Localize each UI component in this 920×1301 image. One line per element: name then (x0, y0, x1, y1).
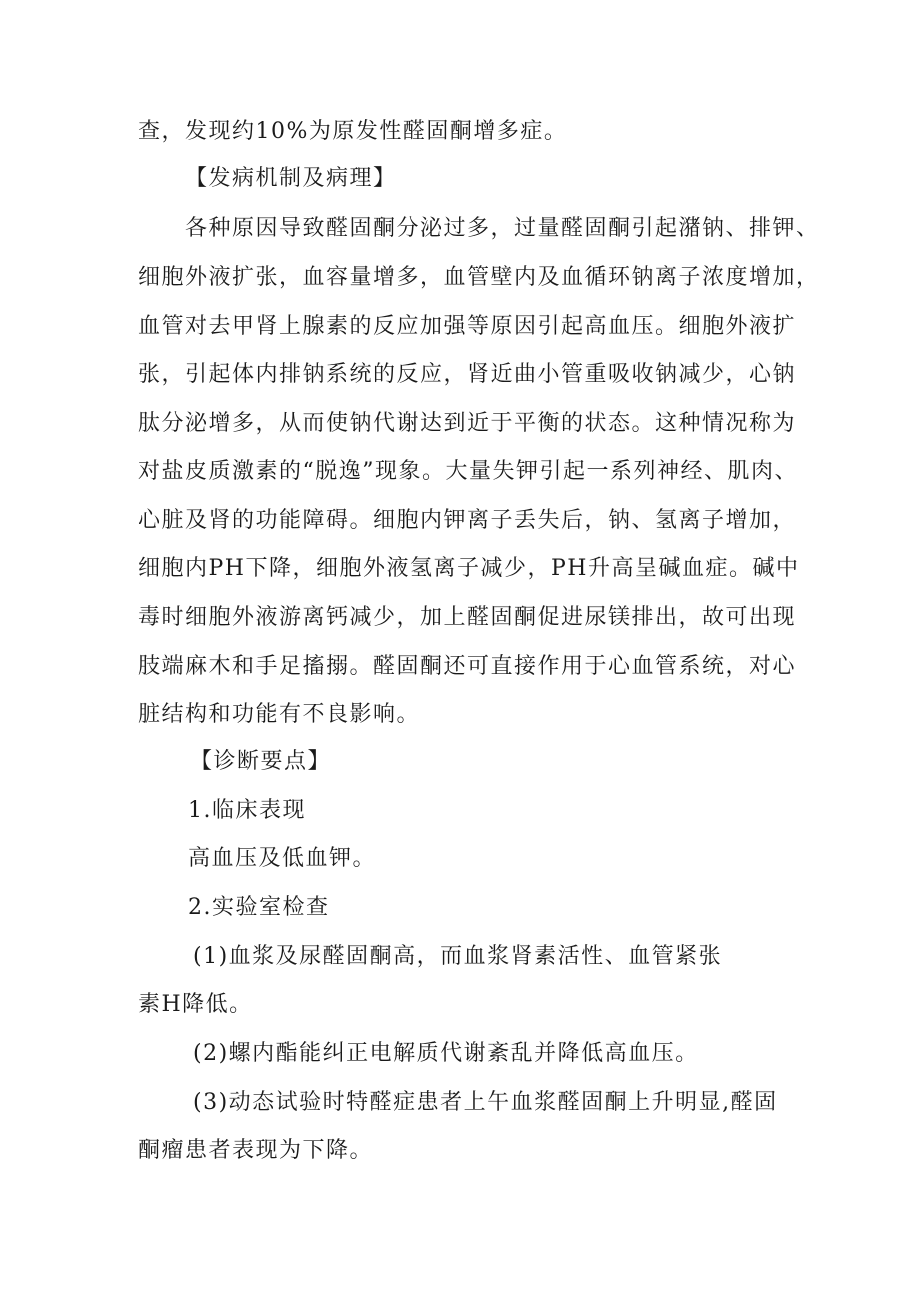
section-heading-diagnosis: 【诊断要点】 (190, 749, 332, 774)
item-heading-lab: 2.实验室检查 (188, 895, 330, 920)
lab-item-1-continued: 素H降低。 (138, 992, 253, 1017)
item-heading-clinical: 1.临床表现 (188, 798, 306, 823)
paragraph-line-1: 查，发现约10%为原发性醛固酮增多症。 (138, 119, 568, 144)
paragraph-line-5: 血管对去甲肾上腺素的反应加强等原因引起高血压。细胞外液扩 (138, 314, 797, 339)
paragraph-line-8: 对盐皮质激素的“脱逸”现象。大量失钾引起一系列神经、肌肉、 (138, 459, 798, 484)
lab-item-3-continued: 酮瘤患者表现为下降。 (138, 1138, 374, 1163)
paragraph-line-4: 细胞外液扩张，血容量增多，血管壁内及血循环钠离子浓度增加， (138, 265, 820, 290)
paragraph-line-11: 毒时细胞外液游离钙减少，加上醛固酮促进尿镁排出，故可出现 (138, 605, 797, 630)
lab-item-2: (2)螺内酯能纠正电解质代谢紊乱并降低高血压。 (193, 1041, 699, 1066)
lab-item-3: (3)动态试验时特醛症患者上午血浆醛固酮上升明显,醛固 (193, 1090, 778, 1115)
paragraph-line-10: 细胞内PH下降，细胞外液氢离子减少，PH升高呈碱血症。碱中 (138, 556, 800, 581)
item-text-clinical: 高血压及低血钾。 (188, 846, 377, 871)
paragraph-line-13: 脏结构和功能有不良影响。 (138, 702, 421, 727)
lab-item-1: (1)血浆及尿醛固酮高，而血浆肾素活性、血管紧张 (193, 944, 723, 969)
paragraph-line-12: 肢端麻木和手足搐搦。醛固酮还可直接作用于心血管系统，对心 (138, 654, 797, 679)
paragraph-line-7: 肽分泌增多，从而使钠代谢达到近于平衡的状态。这种情况称为 (138, 411, 797, 436)
paragraph-line-3: 各种原因导致醛固酮分泌过多，过量醛固酮引起潴钠、排钾、 (185, 216, 820, 241)
section-heading-pathogenesis: 【发病机制及病理】 (185, 166, 397, 191)
paragraph-line-9: 心脏及肾的功能障碍。细胞内钾离子丢失后，钠、氢离子增加， (138, 508, 797, 533)
paragraph-line-6: 张，引起体内排钠系统的反应，肾近曲小管重吸收钠减少，心钠 (138, 362, 797, 387)
